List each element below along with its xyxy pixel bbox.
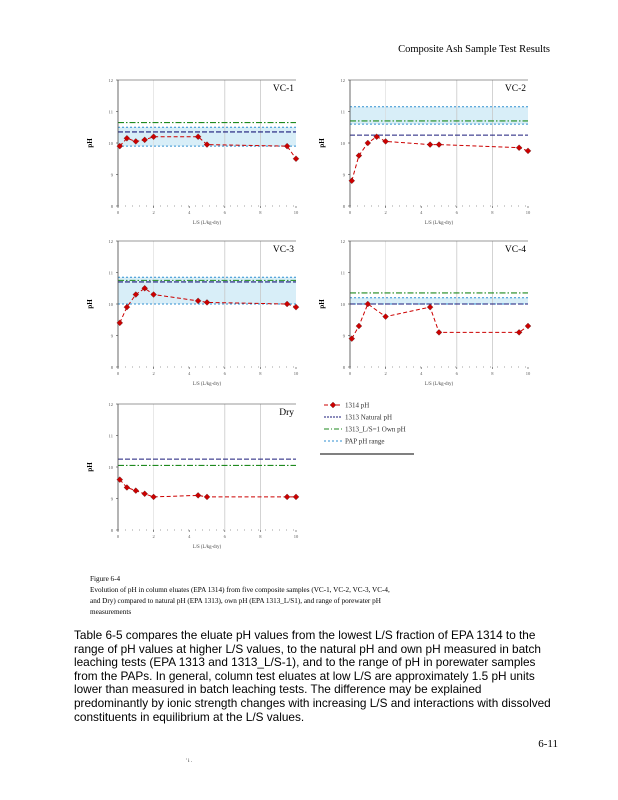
legend-label-natural: 1313 Natural pH [345, 413, 393, 422]
y-tick-label: 8 [110, 365, 113, 370]
y-tick-label: 9 [342, 172, 345, 178]
x-tick-label: 8 [259, 210, 262, 215]
chart-legend [318, 396, 438, 460]
figure-label: Figure 6-4 [90, 575, 121, 583]
chart-title: VC-2 [504, 84, 526, 94]
pap-range-band [350, 107, 528, 124]
y-tick-label: 11 [340, 109, 345, 115]
x-tick-label: 4 [420, 210, 423, 215]
series-1314-point [516, 145, 522, 151]
chart-title: VC-3 [272, 245, 294, 255]
chart-vc-4 [312, 233, 538, 398]
figure-caption [90, 574, 390, 618]
x-tick-label: 0 [116, 371, 120, 376]
y-tick-label: 9 [110, 333, 113, 339]
series-1314-point [293, 304, 299, 310]
series-1314-point [195, 492, 201, 498]
y-tick-label: 12 [108, 239, 113, 244]
y-tick-label: 11 [108, 433, 113, 439]
y-tick-label: 10 [108, 302, 113, 307]
page-number: 6-11 [538, 738, 558, 750]
x-tick-label: 10 [293, 371, 299, 376]
x-tick-label: 2 [384, 371, 387, 376]
x-tick-label: 2 [152, 534, 155, 539]
y-tick-label: 11 [340, 270, 345, 276]
chart-title: VC-4 [504, 245, 526, 255]
x-tick-label: 6 [455, 371, 458, 376]
series-1314-point [365, 140, 371, 146]
y-axis-label: pH [86, 138, 94, 148]
y-tick-label: 10 [108, 141, 113, 146]
x-axis-label: L/S (L/kg-dry) [192, 382, 222, 387]
legend-item-pap [324, 438, 385, 446]
y-tick-label: 12 [340, 78, 345, 83]
x-tick-label: 6 [455, 210, 458, 215]
running-header: Composite Ash Sample Test Results [398, 44, 550, 55]
chart-title: Dry [279, 408, 294, 418]
y-axis-label: pH [318, 299, 326, 309]
x-tick-label: 8 [259, 371, 262, 376]
series-1314-point [293, 494, 299, 500]
series-1314-point [383, 314, 389, 320]
y-tick-label: 9 [342, 333, 345, 339]
y-tick-label: 9 [110, 496, 113, 502]
series-1314-point [427, 304, 433, 310]
x-axis-label: L/S (L/kg-dry) [192, 545, 222, 550]
chart-vc-3 [80, 233, 306, 398]
x-tick-label: 2 [152, 210, 155, 215]
body-paragraph: Table 6-5 compares the eluate pH values from the lowest L/S fraction of EPA 1314 to the range of pH values at higher L/S values, to the natural pH and own pH measured in batch leaching tests (EPA 1313 and 1313_L/S-1), and to the range of pH in porewater samples from the PAPs. In general, column test eluates at low L/S are approximately 1.5 pH units lower than measured in batch leaching tests. The difference may be explained predominantly by ionic strength changes with increasing L/S and interactions with dissolved constituents in equilibrium at the L/S values. [74, 628, 551, 724]
x-tick-label: 0 [116, 534, 120, 539]
x-tick-label: 10 [525, 371, 531, 376]
y-tick-label: 8 [342, 204, 345, 209]
y-tick-label: 12 [108, 402, 113, 407]
legend-label-pap: PAP pH range [345, 437, 385, 446]
chart-vc-2 [312, 72, 538, 237]
y-tick-label: 10 [340, 141, 345, 146]
x-tick-label: 0 [348, 210, 352, 215]
series-1314-point [124, 304, 130, 310]
y-tick-label: 12 [108, 78, 113, 83]
x-tick-label: 4 [188, 371, 191, 376]
series-1314-point [151, 494, 157, 500]
y-tick-label: 8 [110, 528, 113, 533]
x-tick-label: 10 [293, 210, 299, 215]
y-tick-label: 12 [340, 239, 345, 244]
x-tick-label: 10 [525, 210, 531, 215]
legend-item-natural [324, 414, 392, 422]
series-1314-point [133, 488, 139, 494]
x-tick-label: 4 [420, 371, 423, 376]
x-tick-label: 4 [188, 534, 191, 539]
x-tick-label: 6 [223, 371, 226, 376]
x-tick-label: 6 [223, 210, 226, 215]
series-1314-point [204, 494, 210, 500]
y-tick-label: 11 [108, 109, 113, 115]
figure-caption-text: Evolution of pH in column eluates (EPA 1314) from five composite samples (VC-1, VC-2, VC-3, VC-4, and Dry) compared to natural pH (EPA 1313), own pH (EPA 1313_L/S1), and range of porewater pH measurements [90, 586, 390, 616]
x-tick-label: 6 [223, 534, 226, 539]
x-tick-label: 2 [384, 210, 387, 215]
y-axis-label: pH [86, 299, 94, 309]
series-1314-point [356, 153, 362, 159]
series-1314-point [525, 148, 531, 154]
chart-vc-1 [80, 72, 306, 237]
x-tick-label: 0 [348, 371, 352, 376]
chart-title: VC-1 [272, 84, 294, 94]
series-1314-point [436, 329, 442, 335]
x-axis-label: L/S (L/kg-dry) [192, 221, 222, 226]
y-tick-label: 9 [110, 172, 113, 178]
x-axis-label: L/S (L/kg-dry) [424, 382, 454, 387]
x-tick-label: 8 [491, 371, 494, 376]
series-1314-point [383, 138, 389, 144]
chart-dry [80, 396, 306, 561]
legend-swatch-1314-marker [330, 402, 336, 408]
x-tick-label: 8 [259, 534, 262, 539]
legend-label-own: 1313_L/S=1 Own pH [345, 425, 406, 434]
y-tick-label: 10 [340, 302, 345, 307]
legend-item-1314 [324, 402, 369, 410]
x-tick-label: 2 [152, 371, 155, 376]
y-tick-label: 11 [108, 270, 113, 276]
x-tick-label: 0 [116, 210, 120, 215]
x-tick-label: 10 [293, 534, 299, 539]
y-tick-label: 8 [342, 365, 345, 370]
x-axis-label: L/S (L/kg-dry) [424, 221, 454, 226]
series-1314-point [142, 491, 148, 497]
legend-item-own [324, 426, 406, 434]
legend-label-1314: 1314 pH [345, 401, 370, 410]
series-1314-point [525, 323, 531, 329]
footer-mark: ' i . [186, 759, 193, 764]
x-tick-label: 8 [491, 210, 494, 215]
x-tick-label: 4 [188, 210, 191, 215]
series-1314-point [516, 329, 522, 335]
series-1314-point [436, 142, 442, 148]
series-1314-point [284, 494, 290, 500]
series-1314-point [356, 323, 362, 329]
y-axis-label: pH [86, 462, 94, 472]
series-1314-point [293, 156, 299, 162]
y-tick-label: 10 [108, 465, 113, 470]
pap-range-band [350, 298, 528, 304]
y-tick-label: 8 [110, 204, 113, 209]
y-axis-label: pH [318, 138, 326, 148]
series-1314-point [427, 142, 433, 148]
